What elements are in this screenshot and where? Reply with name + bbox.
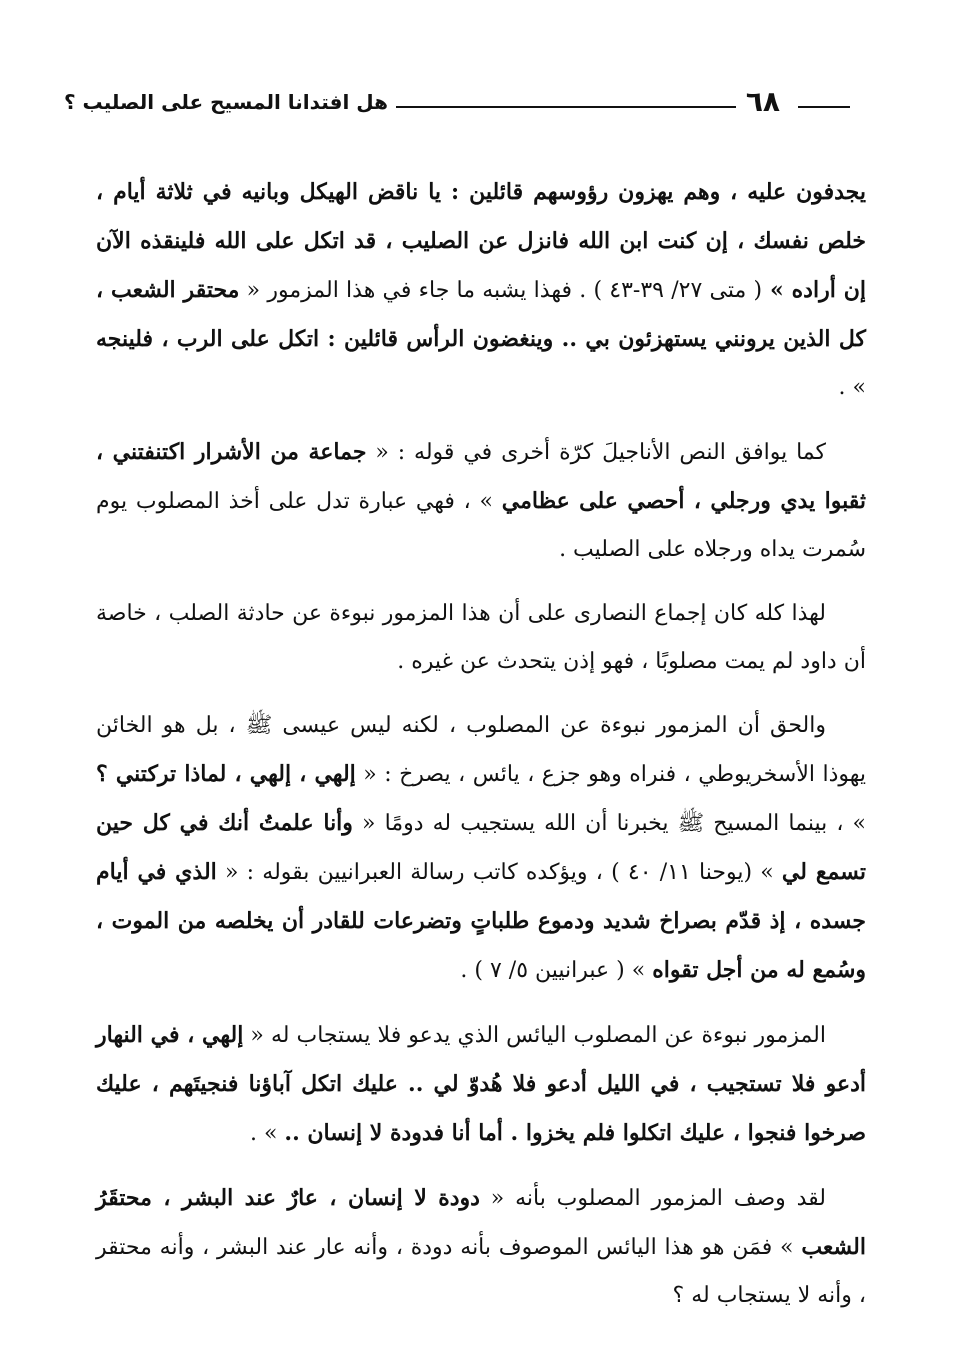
body-text-run: » فمَن هو هذا اليائس الموصوف بأنه دودة ، وأنه عار عند البشر ، وأنه محتقر ، وأنه لا يستجاب له ؟: [96, 1235, 866, 1308]
quoted-text: الذي في أيام جسده ، إذ قدّم بصراخ شديد ودموع طلباتٍ وتضرعات للقادر أن يخلصه من الموت ، وسُمع له من أجل تقواه: [96, 859, 866, 983]
quoted-text: محتقر الشعب ، كل الذين يرونني يستهزئون بي .. وينغضون الرأس قائلين : اتكل على الرب ، فلينجه: [96, 277, 866, 352]
paragraph: [96, 1174, 866, 1320]
body-text: [96, 168, 866, 1336]
quoted-text: يجدفون عليه ، وهم يهزون رؤوسهم قائلين : يا ناقض الهيكل وبانيه في ثلاثة أيام ، خلص نفسك ، إن كنت ابن الله فانزل عن الصليب ، قد اتكل على الله فلينقذه الآن إن أراده »: [96, 179, 866, 303]
body-text-run: » ، فهي عبارة تدل على أخذ المصلوب يوم سُمرت يداه ورجلاه على الصليب .: [96, 489, 866, 562]
body-text-run: » .: [838, 375, 866, 400]
body-text-run: » ، بينما المسيح ﷺ يخبرنا أن الله يستجيب له دومًا «: [352, 811, 867, 836]
body-text-run: والحق أن المزمور نبوءة عن المصلوب ، لكنه ليس عيسى ﷺ ، بل هو الخائن يهوذا الأسخريوطي ، فنراه وهو جزع ، يائس ، يصرخ : «: [96, 713, 866, 787]
quoted-text: إلهي ، إلهي ، لماذا تركتني ؟: [96, 761, 356, 787]
body-text-run: لهذا كله كان إجماع النصارى على أن هذا المزمور نبوءة عن حادثة الصلب ، خاصة أن داود لم يمت مصلوبًا ، فهو إذن يتحدث عن غيره .: [96, 601, 866, 674]
page-number: ٦٨: [745, 85, 780, 118]
body-text-run: المزمور نبوءة عن المصلوب اليائس الذي يدعو فلا يستجاب له «: [243, 1023, 826, 1048]
header-rule-right: [798, 106, 850, 108]
paragraph: [96, 428, 866, 574]
body-text-run: » (يوحنا ١١/ ٤٠ ) ، ويؤكده كاتب رسالة العبرانيين بقوله : «: [216, 860, 782, 885]
running-title: هل افتدانا المسيح على الصليب ؟: [63, 90, 388, 114]
header-rule-middle: [396, 106, 736, 108]
paragraph: [96, 590, 866, 686]
page-header: [63, 84, 850, 124]
paragraph: [96, 168, 866, 412]
paragraph: [96, 1011, 866, 1158]
quoted-text: جماعة من الأشرار اكتنفتني ، ثقبوا يدي ورجلي ، أحصي على عظامي: [96, 439, 866, 514]
body-text-run: ( متى ٢٧/ ٣٩-٤٣ ) . فهذا يشبه ما جاء في هذا المزمور «: [239, 278, 763, 303]
body-text-run: » ( عبرانيين ٥/ ٧ ) .: [460, 958, 653, 983]
paragraph: [96, 702, 866, 995]
quoted-text: إلهي ، في النهار أدعو فلا تستجيب ، في الليل أدعو فلا هُدوّ لي .. عليك اتكل آباؤنا فنجيتَهم ، عليك صرخوا فنجوا ، عليك اتكلوا فلم يخزوا . أما أنا فدودة لا إنسان ..: [96, 1022, 866, 1146]
body-text-run: لقد وصف المزمور المصلوب بأنه «: [479, 1186, 826, 1211]
quoted-text: وأنا علمتُ أنك في كل حين تسمع لي: [96, 810, 867, 885]
body-text-run: » .: [249, 1121, 285, 1146]
quoted-text: دودة لا إنسان ، عارٌ عند البشر ، محتقَرُ الشعب: [96, 1185, 866, 1260]
body-text-run: كما يوافق النص الأناجيلَ كرّة أخرى في قوله : «: [366, 440, 826, 465]
